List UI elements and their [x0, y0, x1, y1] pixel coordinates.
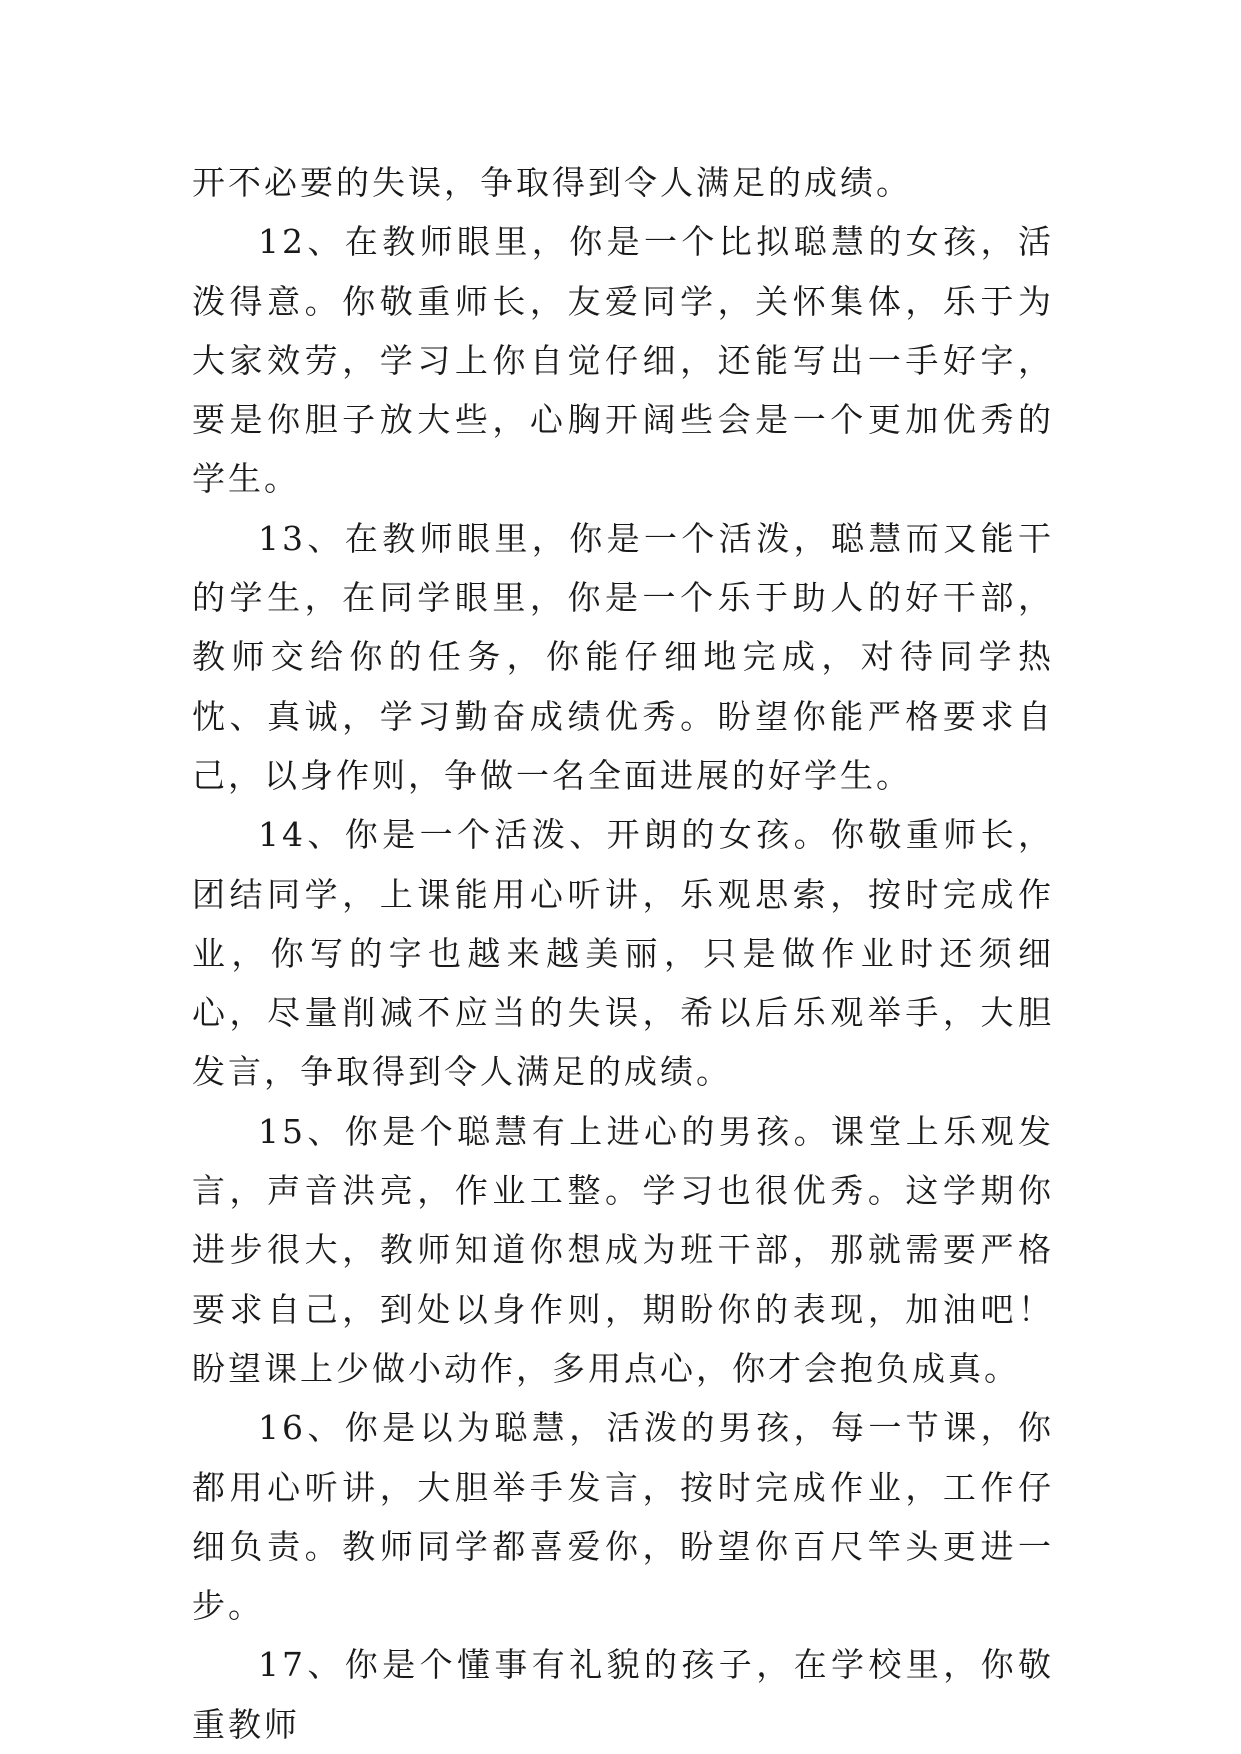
paragraph-item-13: 13、在教师眼里，你是一个活泼，聪慧而又能干的学生，在同学眼里，你是一个乐于助人的好干部，教师交给你的任务，你能仔细地完成，对待同学热忱、真诚，学习勤奋成绩优秀。盼望你能严格要求自己，以身作则，争做一名全面进展的好学生。 [192, 518, 1054, 795]
paragraph-continuation: 开不必要的失误，争取得到令人满足的成绩。 [192, 163, 912, 202]
paragraph-item-14: 14、你是一个活泼、开朗的女孩。你敬重师长，团结同学，上课能用心听讲，乐观思索，按时完成作业，你写的字也越来越美丽，只是做作业时还须细心，尽量削减不应当的失误，希以后乐观举手，大胆发言，争取得到令人满足的成绩。 [192, 815, 1054, 1092]
paragraph-item-12: 12、在教师眼里，你是一个比拟聪慧的女孩，活泼得意。你敬重师长，友爱同学，关怀集体，乐于为大家效劳，学习上你自觉仔细，还能写出一手好字，要是你胆子放大些，心胸开阔些会是一个更加优秀的学生。 [192, 222, 1054, 499]
paragraph-item-17: 17、你是个懂事有礼貌的孩子，在学校里，你敬重教师 [192, 1645, 1054, 1744]
paragraph-item-15: 15、你是个聪慧有上进心的男孩。课堂上乐观发言，声音洪亮，作业工整。学习也很优秀。这学期你进步很大，教师知道你想成为班干部，那就需要严格要求自己，到处以身作则，期盼你的表现，加油吧！盼望课上少做小动作，多用点心，你才会抱负成真。 [192, 1111, 1054, 1388]
paragraph-item-16: 16、你是以为聪慧，活泼的男孩，每一节课，你都用心听讲，大胆举手发言，按时完成作业，工作仔细负责。教师同学都喜爱你，盼望你百尺竿头更进一步。 [192, 1408, 1054, 1626]
document-body [192, 153, 1054, 1754]
